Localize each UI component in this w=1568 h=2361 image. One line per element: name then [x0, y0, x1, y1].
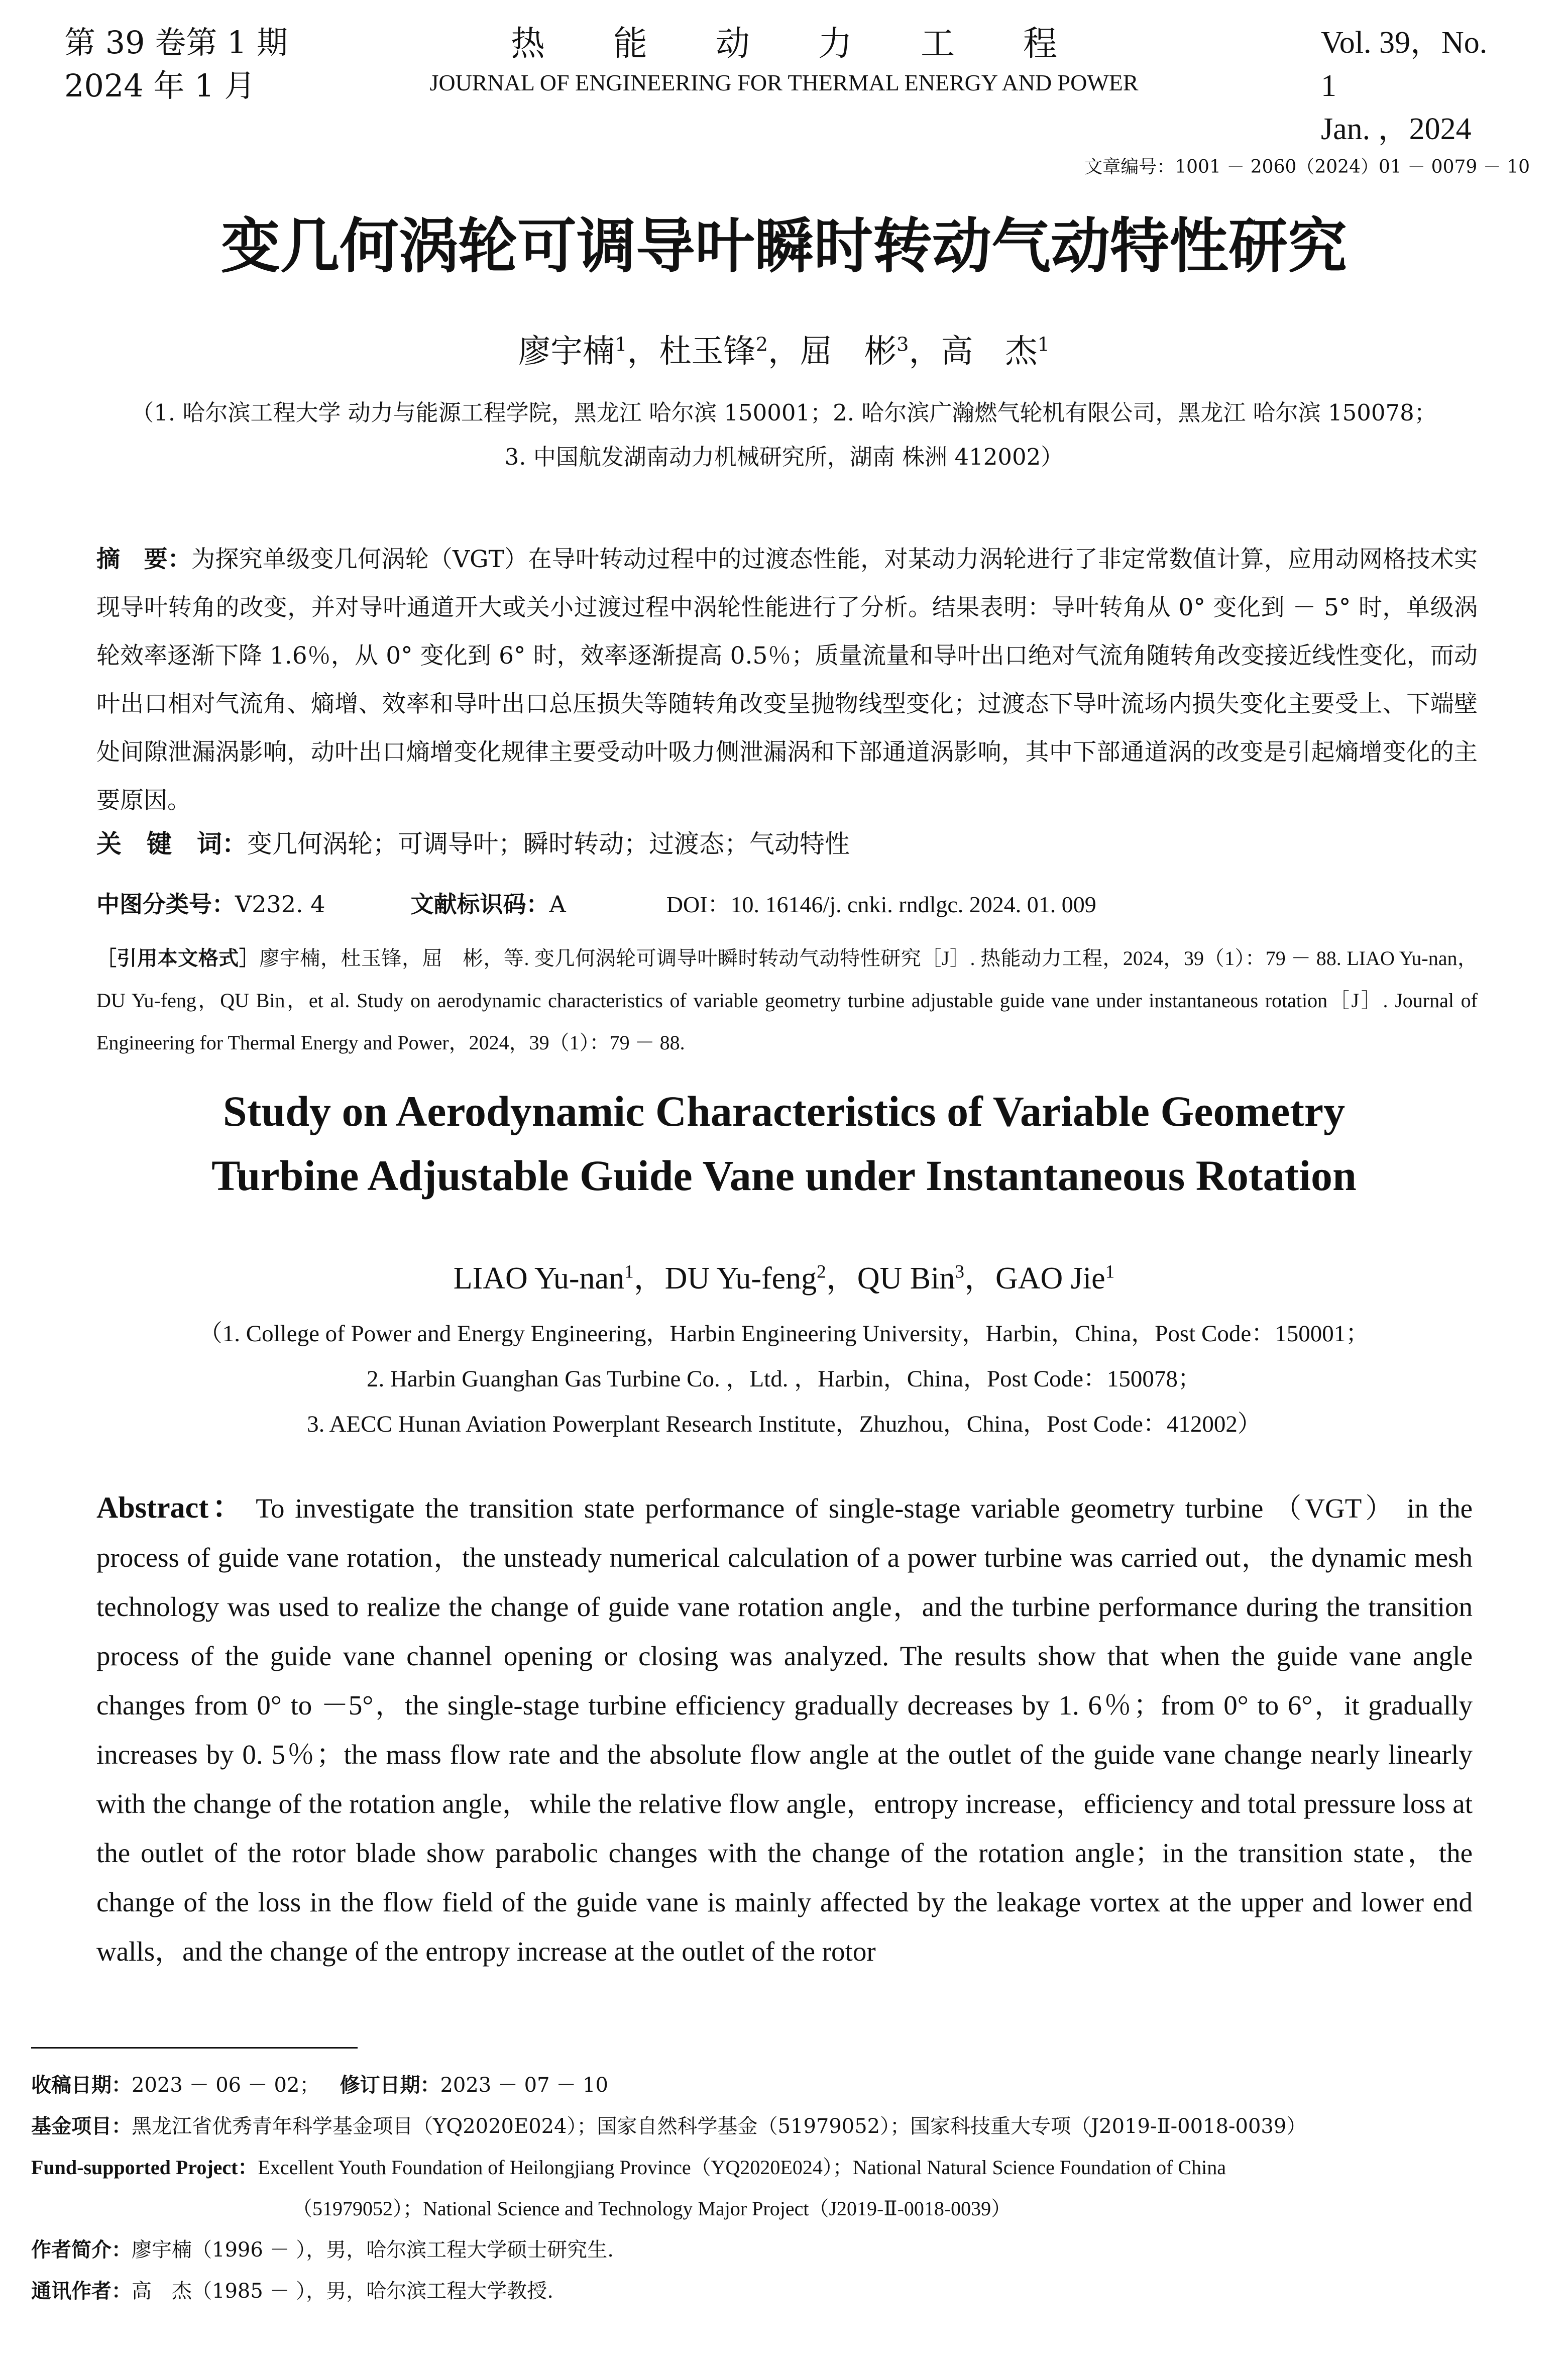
affiliation-cn-line: （1. 哈尔滨工程大学 动力与能源工程学院，黑龙江 哈尔滨 150001；2. 哈尔滨广瀚燃气轮机有限公司，黑龙江 哈尔滨 150078；	[131, 399, 1437, 426]
journal-name-en: JOURNAL OF ENGINEERING FOR THERMAL ENERGY AND POWER	[429, 70, 1139, 95]
received-label: 收稿日期：	[31, 2074, 132, 2097]
author-bio-text: 廖宇楠（1996 － ），男，哈尔滨工程大学硕士研究生.	[132, 2238, 614, 2262]
authors-cn	[0, 329, 1568, 374]
author-bio-label: 作者简介：	[31, 2238, 132, 2262]
revised-value: 2023 － 07 － 10	[440, 2074, 608, 2097]
author-en: ，QU Bin$^3$	[826, 1261, 964, 1296]
footnotes	[31, 2065, 1538, 2312]
affiliation-cn-line: 3. 中国航发湖南动力机械研究所，湖南 株洲 412002）	[504, 444, 1064, 470]
affiliation-en-line: 2. Harbin Guanghan Gas Turbine Co. ，Ltd. ，Harbin，China，Post Code：150078；	[367, 1366, 1201, 1392]
keywords-cn-text: 变几何涡轮；可调导叶；瞬时转动；过渡态；气动特性	[247, 829, 850, 858]
clc-label: 中图分类号：	[96, 891, 235, 918]
article-number: 文章编号：1001 － 2060（2024）01 － 0079 － 10	[1084, 157, 1530, 177]
fund-cn-label: 基金项目：	[31, 2115, 132, 2138]
header-date-en: Jan. ，2024	[1321, 112, 1472, 146]
header-journal	[301, 24, 1267, 98]
clc-value: V232. 4	[235, 891, 325, 918]
affiliation-en-line: 3. AECC Hunan Aviation Powerplant Research Institute，Zhuzhou，China，Post Code：412002）	[307, 1411, 1261, 1437]
header-issue-en	[1321, 21, 1502, 151]
title-en-line: Turbine Adjustable Guide Vane under Instantaneous Rotation	[211, 1151, 1357, 1200]
abstract-cn	[96, 535, 1478, 825]
fund-en-line1: Excellent Youth Foundation of Heilongjiang Province（YQ2020E024）；National Natural Science Foundation of China	[258, 2156, 1226, 2179]
title-cn: 变几何涡轮可调导叶瞬时转动气动特性研究	[220, 211, 1347, 281]
affiliation-en-line: （1. College of Power and Energy Engineering，Harbin Engineering University，Harbin，China，Post Code：150001；	[198, 1321, 1370, 1347]
header-volume-issue: 第 39 卷第 1 期	[64, 24, 288, 61]
author-cn: ，杜玉锋$^2$	[627, 333, 768, 370]
citation	[96, 937, 1478, 1064]
abstract-en-label: Abstract：	[96, 1491, 246, 1524]
footnote-fund-en	[31, 2147, 1538, 2188]
author-en: ，GAO Jie$^1$	[964, 1261, 1115, 1296]
abstract-en-text: To investigate the transition state performance of single-stage variable geometry turbine （VGT） in the process of guide vane rotation，the unsteady numerical calculation of a power turbine was carried out，the dynamic mesh technology was used to realize the change of guide vane rotation angle，and the turbine performance during the transition process of the guide vane channel opening or closing was analyzed. The results show that when the guide vane angle changes from 0° to －5°，the single-stage turbine efficiency gradually decreases by 1. 6％；from 0° to 6°，it gradually increases by 0. 5％；the mass flow rate and the absolute flow angle at the outlet of the guide vane change nearly linearly with the change of the rotation angle，while the relative flow angle，entropy increase，efficiency and total pressure loss at the outlet of the rotor blade show parabolic changes with the change of the rotation angle；in the transition state，the change of the loss in the flow field of the guide vane is mainly affected by the leakage vortex at the upper and lower end walls，and the change of the entropy increase at the outlet of the rotor	[96, 1493, 1473, 1967]
fund-cn-text: 黑龙江省优秀青年科学基金项目（YQ2020E024）；国家自然科学基金（51979052）；国家科技重大专项（J2019-Ⅱ-0018-0039）	[132, 2115, 1307, 2138]
citation-label: ［引用本文格式］	[96, 947, 260, 970]
abstract-en	[96, 1483, 1473, 1976]
classification-line	[96, 885, 1478, 924]
footnote-dates	[31, 2065, 1538, 2106]
revised-label: 修订日期：	[340, 2074, 440, 2097]
corresponding-text: 高 杰（1985 － ），男，哈尔滨工程大学教授.	[132, 2280, 553, 2303]
journal-name-cn: 热 能 动 力 工 程	[510, 24, 1057, 64]
author-cn: 廖宇楠$^1$	[518, 333, 627, 370]
abstract-cn-text: 为探究单级变几何涡轮（VGT）在导叶转动过程中的过渡态性能，对某动力涡轮进行了非定常数值计算，应用动网格技术实现导叶转角的改变，并对导叶通道开大或关小过渡过程中涡轮性能进行了分析。结果表明：导叶转角从 0° 变化到 － 5° 时，单级涡轮效率逐渐下降 1.6％，从 0° 变化到 6° 时，效率逐渐提高 0.5％；质量流量和导叶出口绝对气流角随转角改变接近线性变化，而动叶出口相对气流角、熵增、效率和导叶出口总压损失等随转角改变呈抛物线型变化；过渡态下导叶流场内损失变化主要受上、下端壁处间隙泄漏涡影响，动叶出口熵增变化规律主要受动叶吸力侧泄漏涡和下部通道涡影响，其中下部通道涡的改变是引起熵增变化的主要原因。	[96, 546, 1478, 814]
affiliations-en	[30, 1311, 1538, 1447]
footnote-fund-cn	[31, 2106, 1538, 2147]
keywords-cn-label: 关 键 词：	[96, 829, 247, 858]
author-en: ，DU Yu-feng$^2$	[633, 1261, 826, 1296]
footnote-divider	[31, 2047, 358, 2049]
doc-code-label: 文献标识码：	[410, 891, 549, 918]
footnote-corresponding	[31, 2271, 1538, 2312]
footnote-author	[31, 2229, 1538, 2271]
received-value: 2023 － 06 － 02；	[132, 2074, 320, 2097]
abstract-cn-label: 摘 要：	[96, 546, 192, 573]
title-en	[0, 1079, 1568, 1208]
author-en: LIAO Yu-nan$^1$	[453, 1261, 634, 1296]
corresponding-label: 通讯作者：	[31, 2280, 132, 2303]
author-cn: ，屈 彬$^3$	[768, 333, 909, 370]
title-en-line: Study on Aerodynamic Characteristics of Variable Geometry	[222, 1087, 1346, 1135]
author-cn: ，高 杰$^1$	[909, 333, 1050, 370]
doi: DOI：10. 16146/j. cnki. rndlgc. 2024. 01. 009	[666, 892, 1096, 917]
header-issue-cn	[64, 21, 288, 108]
header-date-cn: 2024 年 1 月	[64, 67, 256, 104]
citation-text: 廖宇楠，杜玉锋，屈 彬，等. 变几何涡轮可调导叶瞬时转动气动特性研究［J］. 热能动力工程，2024，39（1）：79 － 88. LIAO Yu-nan，DU Yu-feng，QU Bin，et al. Study on aerodynamic characteristics of variable geometry turbine adjustable guide vane under instantaneous rotation［J］. Journal of Engineering for Thermal Energy and Power，2024，39（1）：79 － 88.	[96, 947, 1478, 1054]
authors-en	[0, 1256, 1568, 1301]
keywords-cn	[96, 824, 1478, 864]
doc-code-value: A	[549, 891, 566, 918]
affiliations-cn	[15, 391, 1553, 479]
header-volume-en: Vol. 39，No. 1	[1321, 26, 1488, 103]
fund-en-label: Fund-supported Project：	[31, 2156, 258, 2179]
fund-en-line2: （51979052）；National Science and Technology Major Project（J2019-Ⅱ-0018-0039）	[292, 2197, 1012, 2220]
